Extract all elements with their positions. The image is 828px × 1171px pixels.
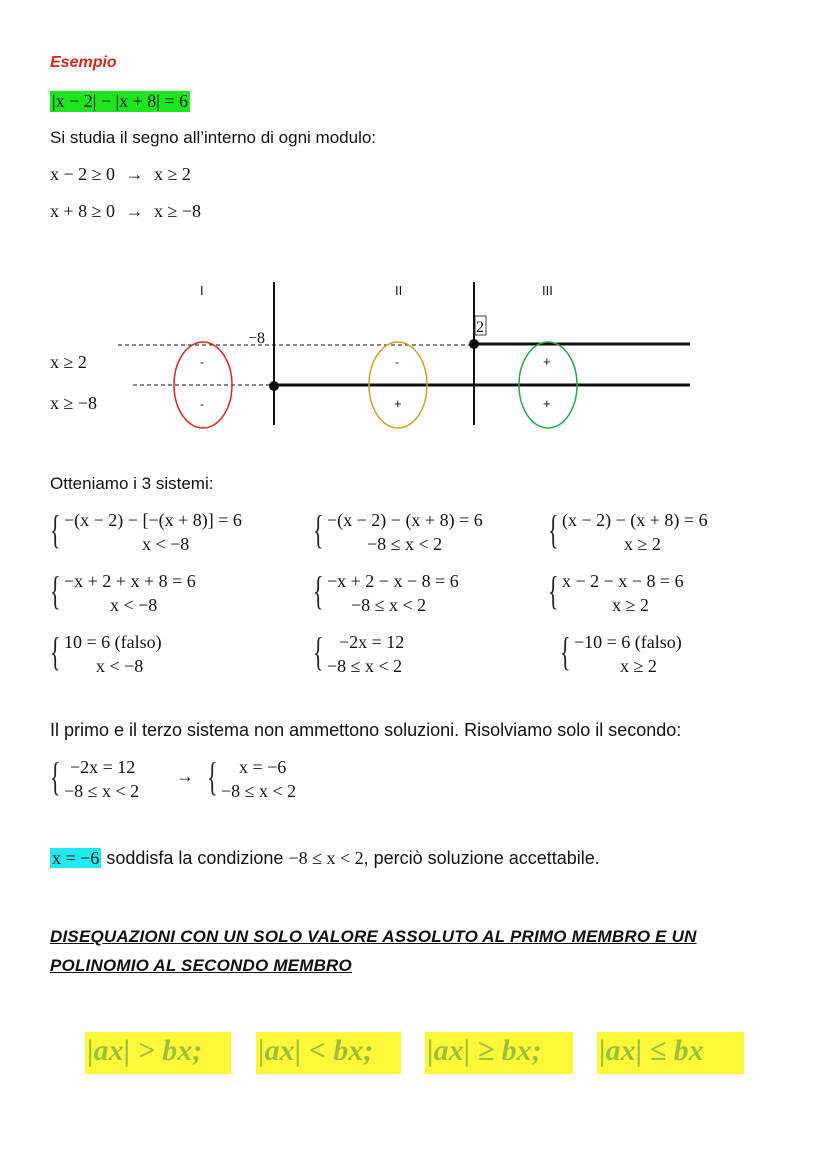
brace-icon: { [50, 754, 61, 799]
system-bottom: −8 ≤ x < 2 [367, 534, 443, 554]
system-bottom: x ≥ 2 [624, 534, 661, 554]
brace-icon: { [548, 507, 559, 552]
inequality-3: |ax| ≥ bx; [427, 1034, 542, 1067]
system-top: 10 = 6 (falso) [64, 632, 162, 652]
condition-1-right: x ≥ 2 [154, 164, 191, 184]
final-right-top: x = −6 [239, 757, 287, 777]
system-bottom: x ≥ 2 [620, 656, 657, 676]
system-top: (x − 2) − (x + 8) = 6 [562, 510, 708, 530]
point-label-2: 2 [476, 319, 484, 336]
interval-label-2: II [395, 283, 403, 298]
brace-icon: { [313, 568, 324, 613]
final-right-bottom: −8 ≤ x < 2 [221, 781, 297, 801]
condition-1 [50, 164, 191, 185]
inequality-2: |ax| < bx; [258, 1034, 374, 1067]
system-top: −2x = 12 [339, 632, 405, 652]
interval-label-3: III [542, 283, 553, 298]
brace-icon: { [560, 629, 571, 674]
system-bottom: x < −8 [142, 534, 190, 554]
section-heading-line-1: DISEQUAZIONI CON UN SOLO VALORE ASSOLUTO AL PRIMO MEMBRO E UN [50, 927, 697, 946]
sign-r2-3: + [543, 396, 551, 411]
system-top: −x + 2 + x + 8 = 6 [64, 571, 196, 591]
brace-icon: { [313, 507, 324, 552]
sign-r1-3: + [543, 354, 551, 369]
arrow-icon: → [176, 766, 194, 786]
arrow-icon: → [125, 201, 144, 221]
system-bottom: −8 ≤ x < 2 [327, 656, 403, 676]
arrow-icon: → [125, 164, 144, 184]
sign-r1-1: - [200, 355, 204, 369]
sign-r1-2: - [395, 355, 399, 369]
system-bottom: −8 ≤ x < 2 [351, 595, 427, 615]
system-bottom: x ≥ 2 [612, 595, 649, 615]
main-equation: |x − 2| − |x + 8| = 6 [52, 91, 189, 111]
solution-value: x = −6 [52, 848, 100, 868]
brace-icon: { [313, 629, 324, 674]
condition-2-right: x ≥ −8 [154, 201, 202, 221]
row-label-2: x ≥ −8 [50, 393, 98, 413]
system-top: −(x − 2) − [−(x + 8)] = 6 [64, 510, 242, 530]
condition-2-left: x + 8 ≥ 0 [50, 201, 116, 221]
condition-2 [50, 201, 201, 222]
point-2 [469, 339, 479, 349]
sign-r2-2: + [394, 396, 402, 411]
solution-text-1: soddisfa la condizione [101, 848, 289, 868]
point-label-minus8: −8 [248, 330, 266, 347]
solution-condition: −8 ≤ x < 2 [288, 848, 364, 868]
sign-diagram [0, 270, 828, 440]
brace-icon: { [50, 507, 61, 552]
system-bottom: x < −8 [96, 656, 144, 676]
point-minus8 [269, 381, 279, 391]
conclusion-text: Il primo e il terzo sistema non ammettono soluzioni. Risolviamo solo il secondo: [50, 720, 682, 740]
section-heading-line-2: POLINOMIO AL SECONDO MEMBRO [50, 956, 352, 975]
interval-label-1: I [200, 283, 204, 298]
inequality-4: |ax| ≤ bx [599, 1034, 704, 1067]
system-top: −x + 2 − x − 8 = 6 [327, 571, 459, 591]
row-label-1: x ≥ 2 [50, 352, 87, 372]
systems-intro: Otteniamo i 3 sistemi: [50, 474, 214, 493]
system-top: −(x − 2) − (x + 8) = 6 [327, 510, 483, 530]
system-bottom: x < −8 [110, 595, 158, 615]
final-left-bottom: −8 ≤ x < 2 [64, 781, 140, 801]
sign-r2-1: - [200, 397, 204, 411]
brace-icon: { [50, 629, 61, 674]
system-top: x − 2 − x − 8 = 6 [562, 571, 684, 591]
solution-line [50, 848, 600, 869]
brace-icon: { [548, 568, 559, 613]
example-title: Esempio [50, 54, 117, 71]
system-top: −10 = 6 (falso) [574, 632, 682, 652]
solution-text-2: , perciò soluzione accettabile. [363, 848, 600, 868]
final-left-top: −2x = 12 [70, 757, 136, 777]
inequality-1: |ax| > bx; [87, 1034, 203, 1067]
brace-icon: { [207, 754, 218, 799]
condition-1-left: x − 2 ≥ 0 [50, 164, 116, 184]
study-text: Si studia il segno all’interno di ogni modulo: [50, 128, 377, 147]
brace-icon: { [50, 568, 61, 613]
